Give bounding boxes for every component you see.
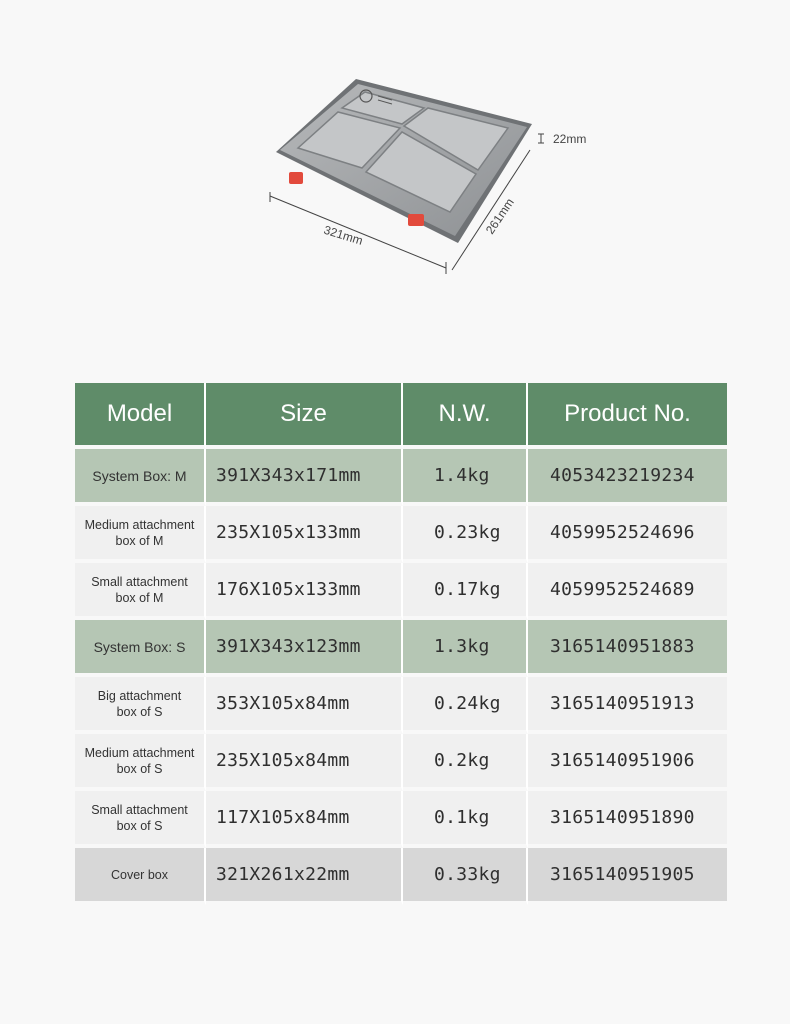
model-cell [75,449,206,506]
table-row [75,563,727,620]
table-row [75,449,727,506]
product-number-cell: 3165140951913 [528,677,727,734]
product-number-cell: 3165140951890 [528,791,727,848]
product-number-cell: 4059952524689 [528,563,727,620]
size-cell: 176X105x133mm [206,563,403,620]
table-row [75,620,727,677]
header-model: Model [75,383,206,449]
size-cell: 235X105x84mm [206,734,403,791]
header-net-weight: N.W. [403,383,528,449]
size-cell: 353X105x84mm [206,677,403,734]
model-cell [75,791,206,848]
model-cell [75,677,206,734]
net-weight-cell: 0.1kg [403,791,528,848]
size-cell: 117X105x84mm [206,791,403,848]
model-name: Small attachment [91,574,188,589]
product-number-cell: 3165140951905 [528,848,727,905]
model-name: Medium attachment [84,517,195,532]
size-cell: 321X261x22mm [206,848,403,905]
net-weight-cell: 0.24kg [403,677,528,734]
model-cell [75,506,206,563]
table-row [75,791,727,848]
model-name: System Box: S [93,638,186,655]
size-cell: 235X105x133mm [206,506,403,563]
model-name-line2: box of M [115,590,164,605]
model-cell [75,620,206,677]
model-name: Small attachment [91,802,188,817]
net-weight-cell: 1.4kg [403,449,528,506]
product-number-cell: 4059952524696 [528,506,727,563]
table-row [75,506,727,563]
table-row [75,677,727,734]
model-name: Big attachment [97,688,182,703]
header-product-number: Product No. [528,383,727,449]
net-weight-cell: 0.2kg [403,734,528,791]
net-weight-cell: 0.17kg [403,563,528,620]
product-number-cell: 3165140951906 [528,734,727,791]
table-header-row [75,383,727,449]
cover-box-illustration [240,60,587,290]
header-size: Size [206,383,403,449]
model-cell [75,734,206,791]
model-name: Cover box [111,867,168,882]
table-row [75,734,727,791]
net-weight-cell: 0.23kg [403,506,528,563]
model-cell [75,848,206,905]
model-name: Medium attachment [84,745,195,760]
height-dimension-label: 22mm [553,132,587,146]
model-name-line2: box of S [116,761,163,776]
specification-table [75,383,727,905]
model-name-line2: box of S [116,704,163,719]
product-number-cell: 4053423219234 [528,449,727,506]
model-name-line2: box of M [115,533,164,548]
net-weight-cell: 0.33kg [403,848,528,905]
model-name: System Box: M [92,467,187,484]
size-cell: 391X343x171mm [206,449,403,506]
product-number-cell: 3165140951883 [528,620,727,677]
model-name-line2: box of S [116,818,163,833]
table-row [75,848,727,905]
net-weight-cell: 1.3kg [403,620,528,677]
model-cell [75,563,206,620]
size-cell: 391X343x123mm [206,620,403,677]
width-dimension-label: 261mm [482,195,517,237]
length-dimension-label: 321mm [322,222,365,248]
